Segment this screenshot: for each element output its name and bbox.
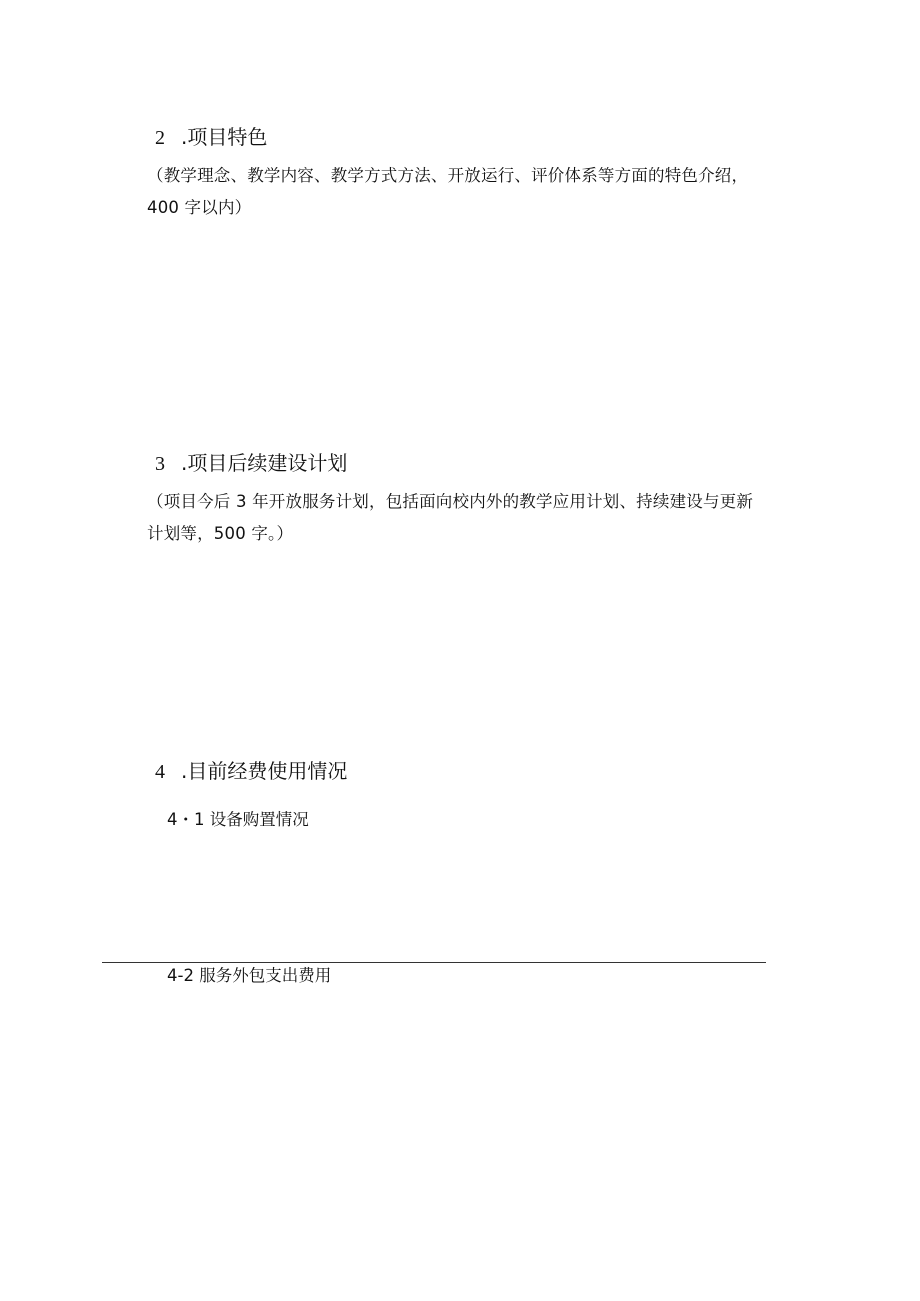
section-2-number: 2 [155,127,165,149]
section-3-note: （项目今后 3 年开放服务计划，包括面向校内外的教学应用计划、持续建设与更新计划等，500 字。） [147,492,754,543]
section-2-note: （教学理念、教学内容、教学方式方法、开放运行、评价体系等方面的特色介绍，400 字以内） [147,166,749,217]
section-3-heading [155,450,347,477]
section-4-number: 4 [155,761,165,783]
section-4-heading [155,758,347,785]
subsection-4-1: 4・1 设备购置情况 [167,810,309,829]
subsection-4-2: 4-2 服务外包支出费用 [167,966,332,985]
section-2-title: .项目特色 [181,125,268,149]
section-4-title: .目前经费使用情况 [181,759,348,783]
section-2-heading [155,124,267,151]
section-3-title: .项目后续建设计划 [181,451,348,475]
section-3-number: 3 [155,453,165,475]
divider-line [102,962,766,963]
